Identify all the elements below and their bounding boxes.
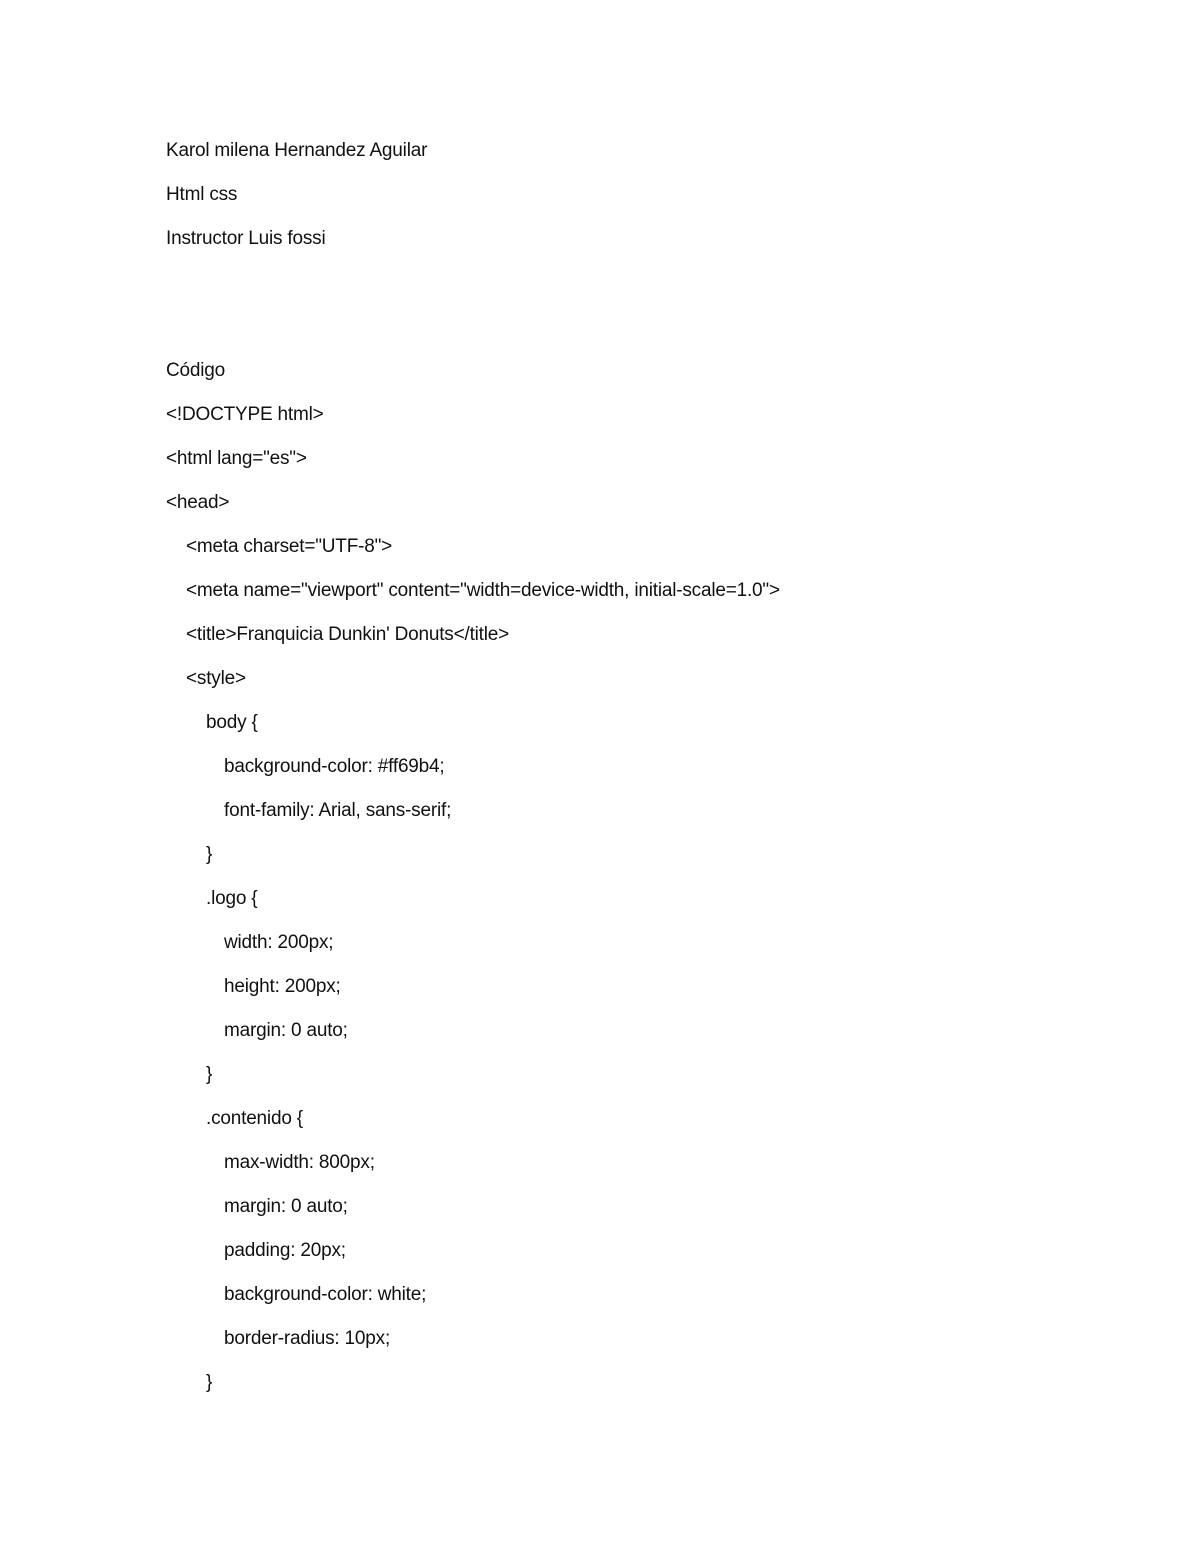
code-line: <style> xyxy=(186,668,246,689)
code-line: font-family: Arial, sans-serif; xyxy=(224,800,452,821)
code-section-title: Código xyxy=(166,360,226,381)
blank-space xyxy=(166,272,1146,360)
code-line: max-width: 800px; xyxy=(224,1152,375,1173)
code-line: margin: 0 auto; xyxy=(224,1196,348,1217)
code-line: margin: 0 auto; xyxy=(224,1020,348,1041)
code-line: } xyxy=(206,1064,213,1085)
subject-line: Html css xyxy=(166,184,238,205)
code-line: <meta name="viewport" content="width=device-width, initial-scale=1.0"> xyxy=(186,580,780,601)
code-line: background-color: white; xyxy=(224,1284,427,1305)
author-name: Karol milena Hernandez Aguilar xyxy=(166,140,428,161)
code-line: height: 200px; xyxy=(224,976,341,997)
code-line: .contenido { xyxy=(206,1108,303,1129)
code-line: .logo { xyxy=(206,888,258,909)
code-line: <title>Franquicia Dunkin' Donuts</title> xyxy=(186,624,510,645)
document-body xyxy=(166,140,1146,1416)
code-line: body { xyxy=(206,712,258,733)
instructor-line: Instructor Luis fossi xyxy=(166,228,326,249)
code-line: } xyxy=(206,1372,213,1393)
code-line: <head> xyxy=(166,492,230,513)
code-line: <!DOCTYPE html> xyxy=(166,404,324,425)
code-line: width: 200px; xyxy=(224,932,334,953)
code-line: padding: 20px; xyxy=(224,1240,346,1261)
code-line: } xyxy=(206,844,213,865)
code-line: <meta charset="UTF-8"> xyxy=(186,536,393,557)
code-line: <html lang="es"> xyxy=(166,448,307,469)
code-line: border-radius: 10px; xyxy=(224,1328,391,1349)
code-line: background-color: #ff69b4; xyxy=(224,756,445,777)
